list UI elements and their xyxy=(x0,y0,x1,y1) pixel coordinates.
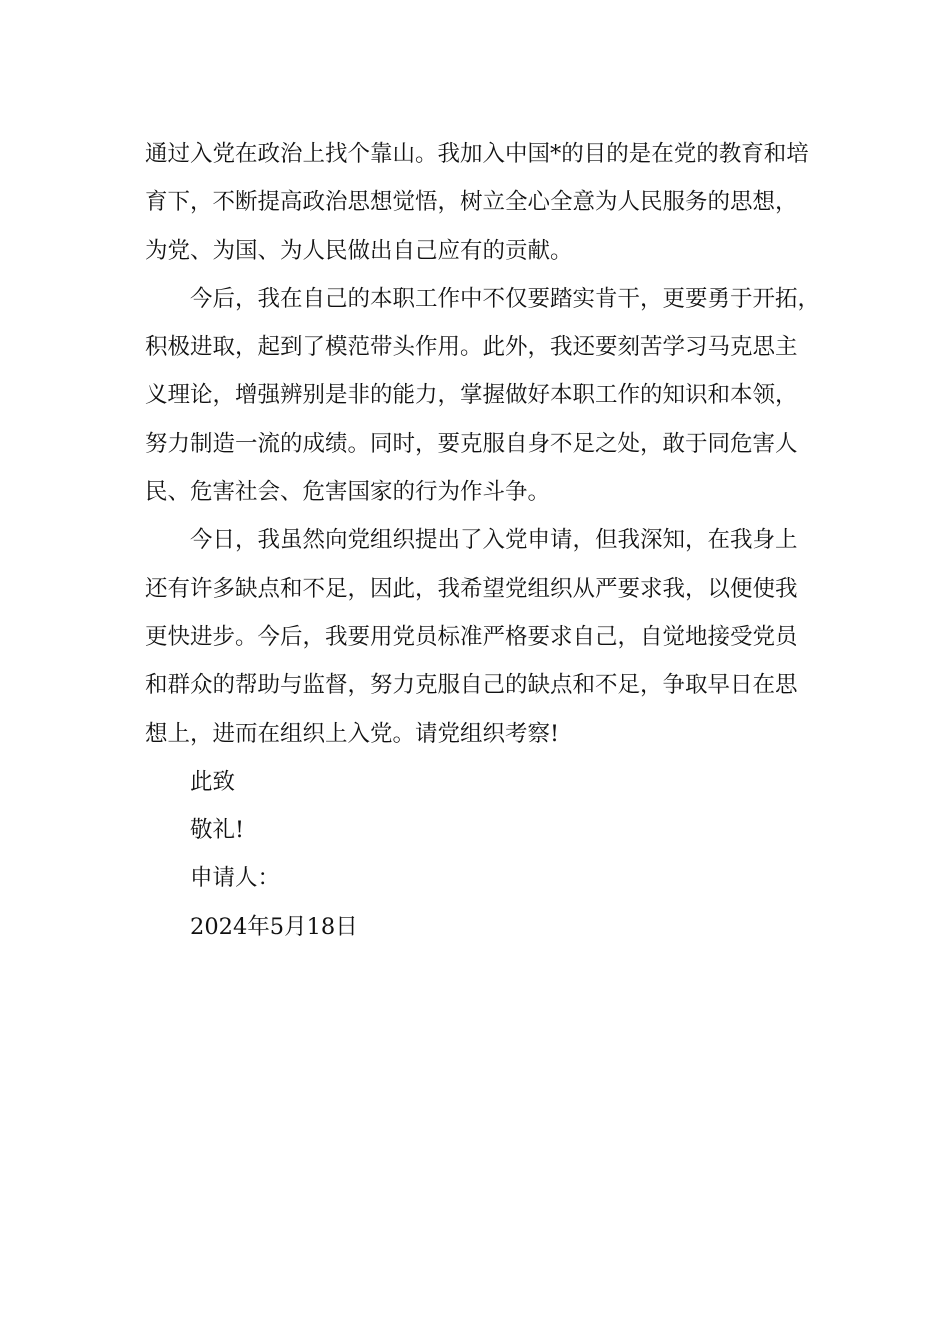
closing-text: 此致 xyxy=(190,768,236,795)
text-line: 民、危害社会、危害国家的行为作斗争。 xyxy=(145,479,551,506)
text-line: 今后，我在自己的本职工作中不仅要踏实肯干，更要勇于开拓， xyxy=(190,285,821,312)
text-line: 和群众的帮助与监督，努力克服自己的缺点和不足，争取早日在思 xyxy=(145,672,798,699)
text-line: 积极进取，起到了模范带头作用。此外，我还要刻苦学习马克思主 xyxy=(145,334,798,361)
text-line: 为党、为国、为人民做出自己应有的贡献。 xyxy=(145,237,573,264)
text-line: 育下，不断提高政治思想觉悟，树立全心全意为人民服务的思想， xyxy=(145,189,798,216)
text-line: 通过入党在政治上找个靠山。我加入中国*的目的是在党的教育和培 xyxy=(145,141,809,167)
letter-body xyxy=(145,130,825,951)
text-line: 还有许多缺点和不足，因此，我希望党组织从严要求我，以便使我 xyxy=(145,575,798,602)
text-line: 想上，进而在组织上入党。请党组织考察! xyxy=(145,720,560,747)
date-text: 2024年5月18日 xyxy=(190,913,358,940)
applicant-label: 申请人： xyxy=(190,865,281,892)
text-line: 今日，我虽然向党组织提出了入党申请，但我深知，在我身上 xyxy=(190,527,798,554)
salutation-text: 敬礼! xyxy=(190,817,245,844)
text-line: 义理论，增强辨别是非的能力，掌握做好本职工作的知识和本领， xyxy=(145,382,798,409)
text-line: 更快进步。今后，我要用党员标准严格要求自己，自觉地接受党员 xyxy=(145,623,798,650)
text-line: 努力制造一流的成绩。同时，要克服自身不足之处，敢于同危害人 xyxy=(145,430,798,457)
